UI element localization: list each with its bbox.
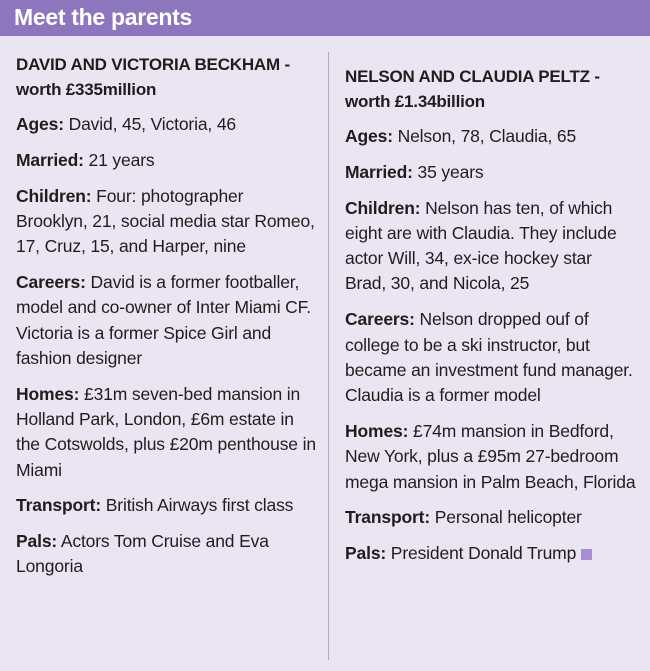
item-label: Ages: (16, 114, 64, 134)
beckham-column (16, 52, 316, 590)
item-text: Nelson, 78, Claudia, 65 (392, 126, 577, 146)
peltz-married (345, 160, 637, 185)
beckham-transport (16, 493, 316, 518)
beckham-ages (16, 112, 316, 137)
item-label: Careers: (345, 309, 415, 330)
title-banner (0, 0, 650, 36)
end-square-icon (581, 549, 592, 560)
peltz-heading-worth: worth £1.34billion (345, 92, 485, 111)
item-text: Personal helicopter (430, 507, 582, 528)
peltz-homes (345, 419, 637, 495)
item-label: Married: (16, 149, 84, 170)
beckham-pals (16, 529, 316, 580)
item-text: £31m seven-bed mansion in Holland Park, London, £6m estate in the Cotswolds, plus £20m penthouse in Miami (16, 383, 316, 480)
item-text: Four: photographer Brooklyn, 21, social media star Romeo, 17, Cruz, 15, and Harper, nine (16, 185, 315, 257)
peltz-ages (345, 124, 637, 149)
beckham-careers (16, 270, 316, 371)
item-text: £74m mansion in Bedford, New York, plus a £95m 27-bedroom mega mansion in Palm Beach, Florida (345, 420, 636, 492)
item-label: Children: (16, 185, 92, 206)
item-text: David is a former footballer, model and co-owner of Inter Miami CF. Victoria is a former Spice Girl and fashion designer (16, 271, 311, 368)
peltz-column (345, 64, 637, 577)
peltz-heading (345, 64, 637, 114)
item-text: 21 years (83, 149, 155, 170)
banner-title: Meet the parents (14, 4, 192, 30)
item-text: David, 45, Victoria, 46 (63, 114, 237, 134)
peltz-pals (345, 541, 637, 566)
beckham-heading (16, 52, 316, 102)
item-text: Nelson dropped ouf of college to be a ski instructor, but became an investment fund manager. Claudia is a former model (345, 309, 633, 406)
item-text: Actors Tom Cruise and Eva Longoria (16, 531, 269, 577)
peltz-children (345, 196, 637, 297)
beckham-children (16, 184, 316, 260)
item-label: Transport: (345, 507, 431, 528)
item-label: Married: (345, 161, 413, 182)
beckham-heading-worth: worth £335million (16, 80, 157, 99)
item-label: Children: (345, 197, 421, 218)
item-text: President Donald Trump (386, 543, 577, 564)
item-label: Homes: (16, 383, 80, 404)
peltz-transport (345, 505, 637, 530)
beckham-homes (16, 382, 316, 483)
peltz-heading-names: NELSON AND CLAUDIA PELTZ - (345, 67, 600, 86)
item-text: Nelson has ten, of which eight are with Claudia. They include actor Will, 34, ex-ice hockey star Brad, 30, and Nicola, 25 (345, 197, 617, 294)
item-label: Pals: (345, 543, 387, 564)
column-divider (328, 52, 329, 660)
item-label: Pals: (16, 531, 58, 552)
item-label: Ages: (345, 126, 393, 146)
item-label: Transport: (16, 495, 102, 516)
beckham-married (16, 148, 316, 173)
item-text: British Airways first class (101, 495, 294, 516)
item-text: 35 years (412, 161, 484, 182)
item-label: Homes: (345, 420, 409, 441)
item-label: Careers: (16, 271, 86, 292)
peltz-careers (345, 307, 637, 408)
beckham-heading-names: DAVID AND VICTORIA BECKHAM - (16, 55, 290, 74)
